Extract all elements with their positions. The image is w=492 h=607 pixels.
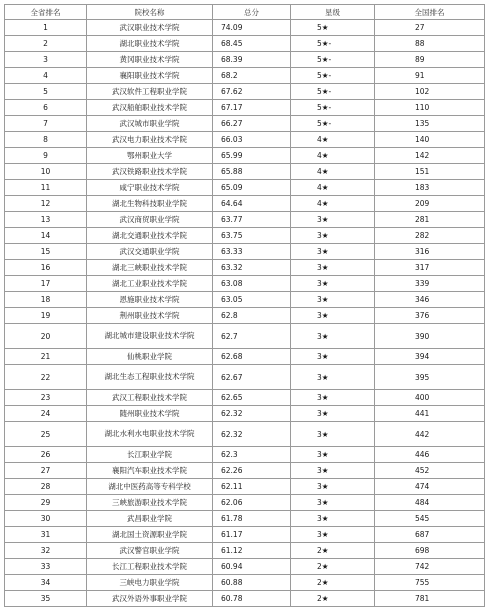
cell-star-level: 4★ — [291, 148, 375, 164]
cell-total-score: 60.94 — [213, 559, 291, 575]
cell-college-name: 仙桃职业学院 — [87, 349, 213, 365]
cell-star-level: 5★- — [291, 68, 375, 84]
cell-total-score: 62.26 — [213, 463, 291, 479]
cell-national-rank: 142 — [375, 148, 485, 164]
cell-total-score: 63.33 — [213, 244, 291, 260]
cell-province-rank: 12 — [5, 196, 87, 212]
cell-total-score: 62.65 — [213, 390, 291, 406]
cell-college-name: 三峡电力职业学院 — [87, 575, 213, 591]
table-row — [5, 422, 485, 447]
cell-college-name: 武昌职业学院 — [87, 511, 213, 527]
cell-total-score: 64.64 — [213, 196, 291, 212]
cell-province-rank: 28 — [5, 479, 87, 495]
cell-college-name: 湖北工业职业技术学院 — [87, 276, 213, 292]
cell-total-score: 60.78 — [213, 591, 291, 607]
cell-national-rank: 282 — [375, 228, 485, 244]
cell-national-rank: 317 — [375, 260, 485, 276]
cell-national-rank: 395 — [375, 365, 485, 390]
cell-star-level: 4★ — [291, 196, 375, 212]
cell-total-score: 60.88 — [213, 575, 291, 591]
table-row — [5, 324, 485, 349]
cell-star-level: 3★ — [291, 244, 375, 260]
table-row — [5, 365, 485, 390]
cell-total-score: 67.17 — [213, 100, 291, 116]
cell-national-rank: 441 — [375, 406, 485, 422]
cell-star-level: 3★ — [291, 365, 375, 390]
header-row — [5, 5, 485, 20]
cell-province-rank: 14 — [5, 228, 87, 244]
cell-province-rank: 24 — [5, 406, 87, 422]
cell-star-level: 3★ — [291, 308, 375, 324]
cell-total-score: 63.75 — [213, 228, 291, 244]
cell-province-rank: 16 — [5, 260, 87, 276]
cell-national-rank: 446 — [375, 447, 485, 463]
cell-province-rank: 25 — [5, 422, 87, 447]
cell-province-rank: 9 — [5, 148, 87, 164]
cell-total-score: 62.7 — [213, 324, 291, 349]
table-row — [5, 52, 485, 68]
table-row — [5, 132, 485, 148]
cell-total-score: 63.08 — [213, 276, 291, 292]
cell-province-rank: 8 — [5, 132, 87, 148]
cell-province-rank: 17 — [5, 276, 87, 292]
header-star-level: 星级 — [291, 5, 375, 20]
table-row — [5, 349, 485, 365]
cell-star-level: 2★ — [291, 559, 375, 575]
cell-star-level: 3★ — [291, 479, 375, 495]
cell-total-score: 74.09 — [213, 20, 291, 36]
header-total-score: 总分 — [213, 5, 291, 20]
cell-national-rank: 781 — [375, 591, 485, 607]
college-ranking-table — [4, 4, 485, 607]
cell-national-rank: 442 — [375, 422, 485, 447]
cell-star-level: 2★ — [291, 543, 375, 559]
cell-national-rank: 687 — [375, 527, 485, 543]
cell-total-score: 66.27 — [213, 116, 291, 132]
table-row — [5, 180, 485, 196]
cell-national-rank: 755 — [375, 575, 485, 591]
cell-national-rank: 209 — [375, 196, 485, 212]
cell-college-name: 武汉软件工程职业学院 — [87, 84, 213, 100]
cell-province-rank: 5 — [5, 84, 87, 100]
cell-total-score: 62.67 — [213, 365, 291, 390]
table-row — [5, 390, 485, 406]
cell-star-level: 3★ — [291, 390, 375, 406]
header-national-rank: 全国排名 — [375, 5, 485, 20]
header-college-name: 院校名称 — [87, 5, 213, 20]
cell-national-rank: 316 — [375, 244, 485, 260]
table-row — [5, 36, 485, 52]
cell-college-name: 随州职业技术学院 — [87, 406, 213, 422]
cell-total-score: 62.68 — [213, 349, 291, 365]
cell-total-score: 62.06 — [213, 495, 291, 511]
cell-province-rank: 1 — [5, 20, 87, 36]
cell-national-rank: 140 — [375, 132, 485, 148]
cell-star-level: 3★ — [291, 511, 375, 527]
cell-total-score: 63.05 — [213, 292, 291, 308]
cell-province-rank: 23 — [5, 390, 87, 406]
cell-total-score: 65.09 — [213, 180, 291, 196]
cell-national-rank: 742 — [375, 559, 485, 575]
cell-star-level: 3★ — [291, 292, 375, 308]
cell-college-name: 武汉工程职业技术学院 — [87, 390, 213, 406]
cell-college-name: 襄阳职业技术学院 — [87, 68, 213, 84]
table-body — [5, 20, 485, 607]
cell-province-rank: 7 — [5, 116, 87, 132]
table-row — [5, 260, 485, 276]
table-row — [5, 276, 485, 292]
cell-national-rank: 89 — [375, 52, 485, 68]
cell-province-rank: 18 — [5, 292, 87, 308]
cell-total-score: 68.2 — [213, 68, 291, 84]
cell-star-level: 3★ — [291, 349, 375, 365]
table-row — [5, 511, 485, 527]
cell-star-level: 5★ — [291, 20, 375, 36]
cell-star-level: 2★ — [291, 591, 375, 607]
cell-national-rank: 484 — [375, 495, 485, 511]
cell-star-level: 4★ — [291, 164, 375, 180]
table-row — [5, 228, 485, 244]
cell-star-level: 3★ — [291, 260, 375, 276]
cell-total-score: 61.17 — [213, 527, 291, 543]
cell-province-rank: 30 — [5, 511, 87, 527]
cell-national-rank: 281 — [375, 212, 485, 228]
table-row — [5, 463, 485, 479]
cell-college-name: 湖北生物科技职业学院 — [87, 196, 213, 212]
cell-star-level: 4★ — [291, 180, 375, 196]
cell-province-rank: 2 — [5, 36, 87, 52]
table-row — [5, 495, 485, 511]
cell-college-name: 湖北中医药高等专科学校 — [87, 479, 213, 495]
table-row — [5, 196, 485, 212]
table-row — [5, 68, 485, 84]
cell-province-rank: 11 — [5, 180, 87, 196]
cell-total-score: 62.32 — [213, 406, 291, 422]
cell-province-rank: 29 — [5, 495, 87, 511]
cell-national-rank: 394 — [375, 349, 485, 365]
table-row — [5, 527, 485, 543]
cell-star-level: 3★ — [291, 228, 375, 244]
cell-national-rank: 545 — [375, 511, 485, 527]
cell-college-name: 长江工程职业技术学院 — [87, 559, 213, 575]
table-row — [5, 308, 485, 324]
cell-province-rank: 15 — [5, 244, 87, 260]
cell-star-level: 3★ — [291, 447, 375, 463]
cell-star-level: 5★- — [291, 36, 375, 52]
cell-college-name: 武汉铁路职业技术学院 — [87, 164, 213, 180]
cell-college-name: 湖北职业技术学院 — [87, 36, 213, 52]
cell-total-score: 66.03 — [213, 132, 291, 148]
table-row — [5, 164, 485, 180]
cell-total-score: 61.12 — [213, 543, 291, 559]
cell-star-level: 3★ — [291, 495, 375, 511]
cell-total-score: 62.11 — [213, 479, 291, 495]
cell-province-rank: 4 — [5, 68, 87, 84]
cell-college-name: 湖北交通职业技术学院 — [87, 228, 213, 244]
cell-college-name: 襄阳汽车职业技术学院 — [87, 463, 213, 479]
cell-star-level: 5★- — [291, 116, 375, 132]
cell-total-score: 62.8 — [213, 308, 291, 324]
cell-total-score: 65.99 — [213, 148, 291, 164]
cell-college-name: 恩施职业技术学院 — [87, 292, 213, 308]
cell-star-level: 3★ — [291, 406, 375, 422]
table-row — [5, 244, 485, 260]
cell-college-name: 武汉外语外事职业学院 — [87, 591, 213, 607]
cell-province-rank: 34 — [5, 575, 87, 591]
cell-national-rank: 474 — [375, 479, 485, 495]
cell-province-rank: 13 — [5, 212, 87, 228]
cell-national-rank: 346 — [375, 292, 485, 308]
cell-college-name: 湖北三峡职业技术学院 — [87, 260, 213, 276]
cell-college-name: 武汉电力职业技术学院 — [87, 132, 213, 148]
cell-province-rank: 27 — [5, 463, 87, 479]
cell-college-name: 武汉商贸职业学院 — [87, 212, 213, 228]
cell-total-score: 61.78 — [213, 511, 291, 527]
cell-college-name: 咸宁职业技术学院 — [87, 180, 213, 196]
cell-star-level: 5★- — [291, 52, 375, 68]
cell-college-name: 鄂州职业大学 — [87, 148, 213, 164]
cell-star-level: 3★ — [291, 527, 375, 543]
table-row — [5, 406, 485, 422]
cell-college-name: 湖北生态工程职业技术学院 — [87, 365, 213, 390]
cell-national-rank: 88 — [375, 36, 485, 52]
cell-college-name: 武汉船舶职业技术学院 — [87, 100, 213, 116]
cell-national-rank: 698 — [375, 543, 485, 559]
cell-province-rank: 19 — [5, 308, 87, 324]
cell-star-level: 3★ — [291, 276, 375, 292]
table-row — [5, 559, 485, 575]
cell-national-rank: 135 — [375, 116, 485, 132]
cell-total-score: 68.45 — [213, 36, 291, 52]
table-row — [5, 84, 485, 100]
cell-province-rank: 35 — [5, 591, 87, 607]
cell-star-level: 4★ — [291, 132, 375, 148]
cell-province-rank: 33 — [5, 559, 87, 575]
cell-province-rank: 31 — [5, 527, 87, 543]
cell-college-name: 武汉交通职业学院 — [87, 244, 213, 260]
cell-total-score: 65.88 — [213, 164, 291, 180]
cell-total-score: 67.62 — [213, 84, 291, 100]
cell-college-name: 武汉城市职业学院 — [87, 116, 213, 132]
cell-national-rank: 452 — [375, 463, 485, 479]
cell-province-rank: 10 — [5, 164, 87, 180]
cell-college-name: 黄冈职业技术学院 — [87, 52, 213, 68]
cell-province-rank: 3 — [5, 52, 87, 68]
cell-province-rank: 32 — [5, 543, 87, 559]
cell-college-name: 荆州职业技术学院 — [87, 308, 213, 324]
cell-college-name: 长江职业学院 — [87, 447, 213, 463]
cell-total-score: 62.32 — [213, 422, 291, 447]
cell-national-rank: 390 — [375, 324, 485, 349]
cell-total-score: 68.39 — [213, 52, 291, 68]
cell-star-level: 5★- — [291, 100, 375, 116]
table-row — [5, 292, 485, 308]
header-province-rank: 全省排名 — [5, 5, 87, 20]
cell-national-rank: 376 — [375, 308, 485, 324]
cell-college-name: 武汉职业技术学院 — [87, 20, 213, 36]
cell-national-rank: 339 — [375, 276, 485, 292]
table-row — [5, 20, 485, 36]
cell-college-name: 湖北城市建设职业技术学院 — [87, 324, 213, 349]
cell-national-rank: 400 — [375, 390, 485, 406]
cell-total-score: 62.3 — [213, 447, 291, 463]
table-row — [5, 100, 485, 116]
cell-province-rank: 6 — [5, 100, 87, 116]
table-row — [5, 116, 485, 132]
cell-province-rank: 21 — [5, 349, 87, 365]
cell-star-level: 3★ — [291, 324, 375, 349]
table-row — [5, 148, 485, 164]
table-row — [5, 575, 485, 591]
cell-star-level: 3★ — [291, 422, 375, 447]
cell-college-name: 三峡旅游职业技术学院 — [87, 495, 213, 511]
cell-national-rank: 151 — [375, 164, 485, 180]
cell-star-level: 3★ — [291, 463, 375, 479]
table-row — [5, 212, 485, 228]
cell-national-rank: 183 — [375, 180, 485, 196]
cell-total-score: 63.77 — [213, 212, 291, 228]
cell-star-level: 3★ — [291, 212, 375, 228]
cell-national-rank: 27 — [375, 20, 485, 36]
cell-college-name: 湖北水利水电职业技术学院 — [87, 422, 213, 447]
cell-national-rank: 91 — [375, 68, 485, 84]
cell-province-rank: 22 — [5, 365, 87, 390]
cell-province-rank: 20 — [5, 324, 87, 349]
table-row — [5, 591, 485, 607]
cell-star-level: 2★ — [291, 575, 375, 591]
table-row — [5, 543, 485, 559]
cell-college-name: 湖北国土资源职业学院 — [87, 527, 213, 543]
cell-star-level: 5★- — [291, 84, 375, 100]
cell-province-rank: 26 — [5, 447, 87, 463]
cell-national-rank: 110 — [375, 100, 485, 116]
table-row — [5, 479, 485, 495]
cell-national-rank: 102 — [375, 84, 485, 100]
cell-total-score: 63.32 — [213, 260, 291, 276]
cell-college-name: 武汉警官职业学院 — [87, 543, 213, 559]
table-row — [5, 447, 485, 463]
